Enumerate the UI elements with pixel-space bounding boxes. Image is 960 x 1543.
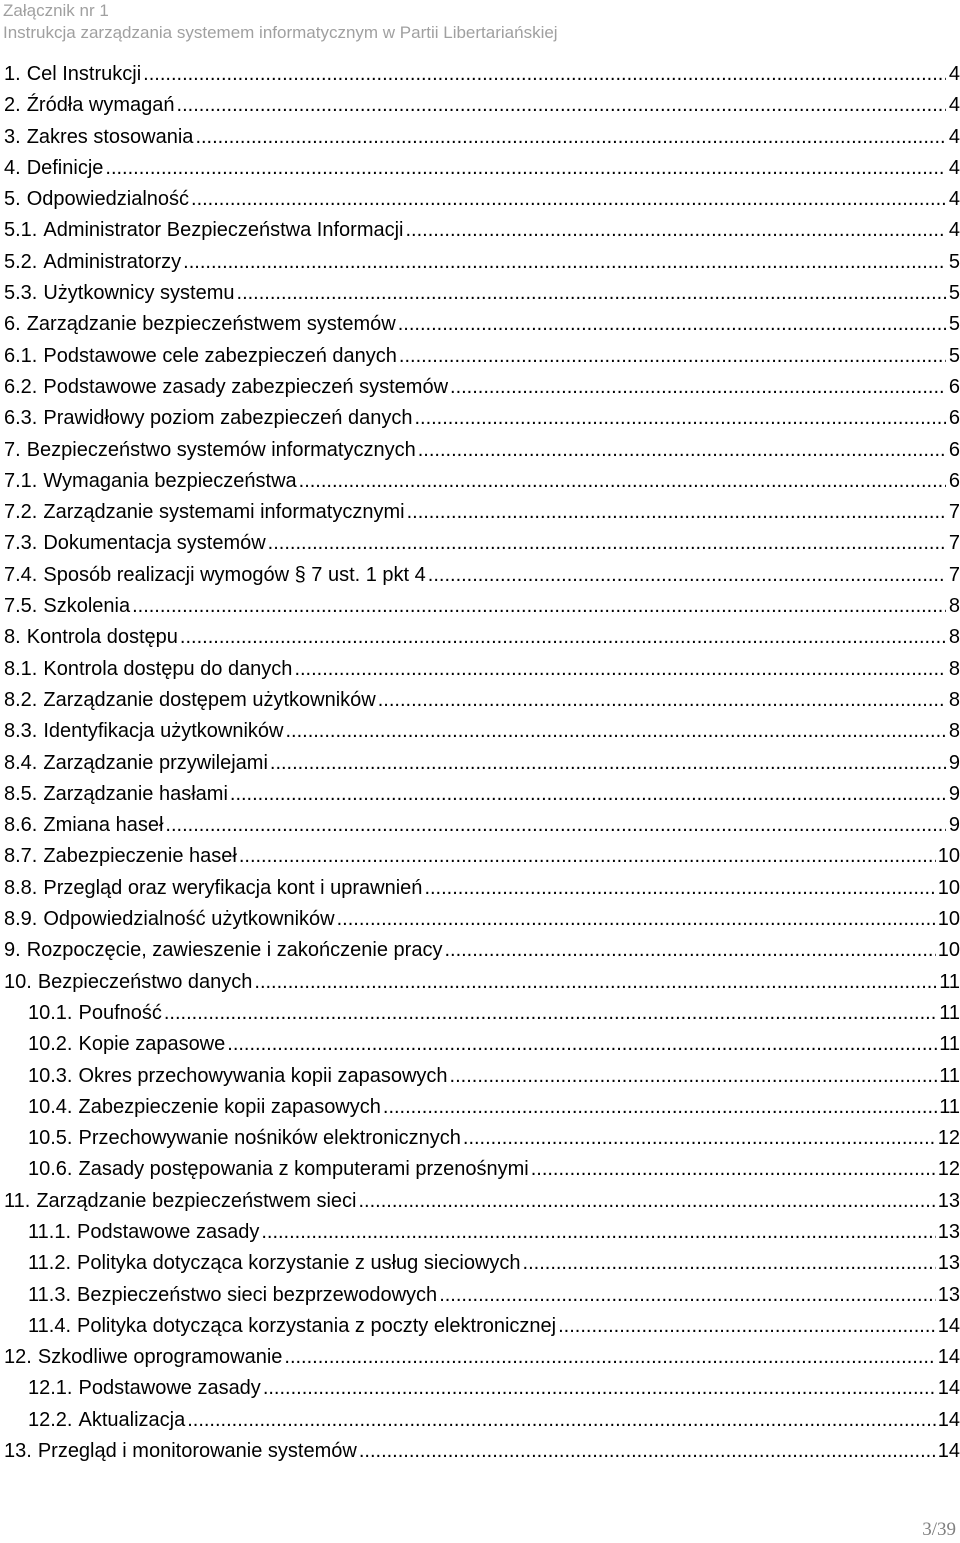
toc-entry-title: Zarządzanie systemami informatycznymi <box>43 501 405 524</box>
toc-entry[interactable] <box>4 560 960 591</box>
toc-entry-page: 5 <box>948 282 960 305</box>
toc-entry-page: 13 <box>937 1283 960 1306</box>
toc-entry[interactable] <box>4 1061 960 1092</box>
toc-entry[interactable] <box>4 935 960 966</box>
toc-entry[interactable] <box>4 1123 960 1154</box>
toc-entry-title: Przegląd i monitorowanie systemów <box>37 1440 357 1463</box>
toc-entry-number: 11.3. <box>28 1283 71 1306</box>
toc-entry[interactable] <box>4 1029 960 1060</box>
toc-entry-number: 3. <box>4 125 21 148</box>
toc-entry[interactable] <box>4 466 960 497</box>
toc-entry-number: 5.2. <box>4 250 38 273</box>
toc-entry[interactable] <box>4 341 960 372</box>
toc-dot-leader <box>284 1342 935 1373</box>
toc-dot-leader <box>195 122 946 153</box>
toc-entry-page: 11 <box>939 1001 960 1024</box>
toc-entry-number: 6.1. <box>4 344 38 367</box>
toc-dot-leader <box>407 497 946 528</box>
toc-entry[interactable] <box>4 59 960 90</box>
toc-entry-title: Administrator Bezpieczeństwa Informacji <box>43 219 404 242</box>
toc-entry[interactable] <box>4 841 960 872</box>
toc-entry[interactable] <box>4 1405 960 1436</box>
toc-dot-leader <box>227 1029 937 1060</box>
toc-entry-title: Podstawowe zasady <box>78 1377 261 1400</box>
toc-entry-title: Sposób realizacji wymogów § 7 ust. 1 pkt 4 <box>43 563 426 586</box>
toc-entry-page: 11 <box>939 970 960 993</box>
toc-entry-page: 12 <box>937 1158 960 1181</box>
toc-entry-page: 4 <box>948 125 960 148</box>
toc-dot-leader <box>359 1436 936 1467</box>
toc-entry-page: 8 <box>948 657 960 680</box>
toc-entry-number: 11. <box>4 1189 31 1212</box>
toc-entry[interactable] <box>4 1186 960 1217</box>
toc-dot-leader <box>450 372 946 403</box>
toc-entry[interactable] <box>4 122 960 153</box>
toc-entry-title: Podstawowe zasady zabezpieczeń systemów <box>43 375 449 398</box>
toc-entry[interactable] <box>4 1217 960 1248</box>
toc-dot-leader <box>132 591 946 622</box>
toc-dot-leader <box>183 247 946 278</box>
toc-entry-number: 7.3. <box>4 532 38 555</box>
toc-dot-leader <box>558 1311 936 1342</box>
toc-entry-page: 12 <box>937 1127 960 1150</box>
toc-entry-title: Zarządzanie przywilejami <box>43 751 268 774</box>
toc-entry-title: Podstawowe cele zabezpieczeń danych <box>43 344 397 367</box>
toc-entry-page: 6 <box>948 407 960 430</box>
toc-entry-number: 8.6. <box>4 814 38 837</box>
table-of-contents <box>4 59 960 1467</box>
toc-entry-title: Szkodliwe oprogramowanie <box>37 1346 283 1369</box>
toc-entry-page: 5 <box>948 250 960 273</box>
toc-entry-number: 5. <box>4 188 21 211</box>
toc-dot-leader <box>444 935 935 966</box>
toc-entry[interactable] <box>4 403 960 434</box>
toc-entry-page: 13 <box>937 1252 960 1275</box>
toc-entry-page: 9 <box>948 751 960 774</box>
toc-dot-leader <box>439 1280 936 1311</box>
toc-entry-title: Aktualizacja <box>78 1408 186 1431</box>
toc-entry-page: 8 <box>948 626 960 649</box>
toc-entry-title: Polityka dotycząca korzystanie z usług sieciowych <box>77 1252 521 1275</box>
toc-entry-title: Odpowiedzialność użytkowników <box>43 908 335 931</box>
toc-entry-page: 14 <box>937 1377 960 1400</box>
toc-entry-page: 10 <box>937 908 960 931</box>
toc-entry-page: 14 <box>937 1346 960 1369</box>
toc-entry-page: 6 <box>948 375 960 398</box>
toc-entry[interactable] <box>4 904 960 935</box>
toc-entry[interactable] <box>4 716 960 747</box>
toc-entry-title: Okres przechowywania kopii zapasowych <box>78 1064 448 1087</box>
toc-entry[interactable] <box>4 1373 960 1404</box>
toc-dot-leader <box>531 1154 936 1185</box>
toc-entry-page: 8 <box>948 595 960 618</box>
toc-entry[interactable] <box>4 1154 960 1185</box>
toc-entry-number: 2. <box>4 94 21 117</box>
toc-dot-leader <box>337 904 936 935</box>
toc-dot-leader <box>424 873 935 904</box>
toc-entry-title: Zarządzanie bezpieczeństwem sieci <box>36 1189 357 1212</box>
toc-entry-title: Zakres stosowania <box>26 125 194 148</box>
toc-dot-leader <box>463 1123 936 1154</box>
toc-entry-number: 13. <box>4 1440 32 1463</box>
toc-dot-leader <box>191 184 946 215</box>
toc-entry-number: 1. <box>4 63 21 85</box>
toc-entry[interactable] <box>4 1280 960 1311</box>
toc-dot-leader <box>254 967 937 998</box>
toc-entry[interactable] <box>4 873 960 904</box>
toc-dot-leader <box>177 90 946 121</box>
toc-entry-title: Bezpieczeństwo sieci bezprzewodowych <box>77 1283 438 1306</box>
toc-dot-leader <box>418 435 946 466</box>
toc-entry-title: Odpowiedzialność <box>26 188 190 211</box>
toc-entry-page: 11 <box>939 1064 960 1087</box>
toc-dot-leader <box>143 59 946 90</box>
toc-entry-page: 14 <box>937 1440 960 1463</box>
toc-entry-number: 11.4. <box>28 1314 71 1337</box>
toc-dot-leader <box>180 622 946 653</box>
toc-dot-leader <box>239 841 936 872</box>
toc-entry-number: 5.1. <box>4 219 38 242</box>
toc-entry-title: Kontrola dostępu do danych <box>43 657 293 680</box>
toc-entry[interactable] <box>4 591 960 622</box>
toc-dot-leader <box>270 748 946 779</box>
toc-entry-number: 9. <box>4 939 21 962</box>
toc-entry[interactable] <box>4 998 960 1029</box>
toc-dot-leader <box>523 1248 936 1279</box>
toc-entry[interactable] <box>4 967 960 998</box>
toc-entry-number: 6.2. <box>4 375 38 398</box>
toc-entry[interactable] <box>4 247 960 278</box>
toc-dot-leader <box>165 810 946 841</box>
toc-entry[interactable] <box>4 1342 960 1373</box>
toc-dot-leader <box>299 466 946 497</box>
toc-entry-page: 7 <box>948 563 960 586</box>
toc-dot-leader <box>285 716 946 747</box>
toc-entry-page: 13 <box>937 1220 960 1243</box>
toc-entry-number: 8.7. <box>4 845 38 868</box>
toc-entry-number: 10.2. <box>28 1033 73 1056</box>
toc-entry-number: 8.9. <box>4 908 38 931</box>
toc-entry-page: 8 <box>948 720 960 743</box>
toc-entry-page: 5 <box>948 344 960 367</box>
toc-entry-title: Bezpieczeństwo systemów informatycznych <box>26 438 416 461</box>
toc-entry[interactable] <box>4 90 960 121</box>
toc-entry-number: 8.4. <box>4 751 38 774</box>
toc-dot-leader <box>268 528 946 559</box>
toc-entry[interactable] <box>4 497 960 528</box>
toc-entry-title: Prawidłowy poziom zabezpieczeń danych <box>43 407 413 430</box>
toc-entry-page: 10 <box>937 845 960 868</box>
toc-entry-page: 7 <box>948 532 960 555</box>
toc-entry-page: 4 <box>948 63 960 85</box>
toc-entry-page: 9 <box>948 814 960 837</box>
toc-dot-leader <box>414 403 946 434</box>
toc-entry[interactable] <box>4 215 960 246</box>
toc-entry-number: 4. <box>4 156 21 179</box>
toc-entry-title: Przegląd oraz weryfikacja kont i uprawnień <box>43 876 423 899</box>
toc-entry-page: 4 <box>948 219 960 242</box>
toc-entry-page: 8 <box>948 688 960 711</box>
toc-entry-number: 12.2. <box>28 1408 73 1431</box>
toc-entry-number: 11.1. <box>28 1220 71 1243</box>
toc-entry[interactable] <box>4 184 960 215</box>
toc-entry-page: 13 <box>937 1189 960 1212</box>
toc-entry-number: 8. <box>4 626 21 649</box>
toc-entry-title: Zabezpieczenie haseł <box>43 845 237 868</box>
toc-entry-number: 7.4. <box>4 563 38 586</box>
toc-entry[interactable] <box>4 622 960 653</box>
toc-entry-number: 12. <box>4 1346 32 1369</box>
toc-entry-number: 8.5. <box>4 782 38 805</box>
toc-entry-page: 10 <box>937 876 960 899</box>
toc-dot-leader <box>406 215 947 246</box>
toc-entry-number: 10. <box>4 970 32 993</box>
toc-dot-leader <box>187 1405 936 1436</box>
toc-entry[interactable] <box>4 309 960 340</box>
toc-dot-leader <box>428 560 946 591</box>
toc-entry-number: 10.5. <box>28 1127 73 1150</box>
toc-dot-leader <box>358 1186 935 1217</box>
toc-entry[interactable] <box>4 748 960 779</box>
toc-entry-number: 8.8. <box>4 876 38 899</box>
toc-entry[interactable] <box>4 1248 960 1279</box>
toc-entry-number: 7.1. <box>4 469 38 492</box>
toc-entry[interactable] <box>4 1436 960 1467</box>
toc-entry-title: Zarządzanie dostępem użytkowników <box>43 688 376 711</box>
toc-entry-page: 11 <box>939 1095 960 1118</box>
toc-entry-title: Zarządzanie hasłami <box>43 782 228 805</box>
document-header <box>3 0 558 44</box>
toc-entry-page: 10 <box>937 939 960 962</box>
toc-entry-title: Źródła wymagań <box>26 94 175 117</box>
toc-entry[interactable] <box>4 1311 960 1342</box>
toc-dot-leader <box>263 1373 936 1404</box>
toc-entry-title: Rozpoczęcie, zawieszenie i zakończenie pracy <box>26 939 443 962</box>
toc-entry-page: 4 <box>948 188 960 211</box>
toc-entry-title: Definicje <box>26 156 104 179</box>
toc-dot-leader <box>450 1061 938 1092</box>
toc-entry[interactable] <box>4 779 960 810</box>
toc-entry-number: 5.3. <box>4 282 38 305</box>
toc-entry-title: Cel Instrukcji <box>26 63 142 85</box>
page-counter: 3/39 <box>922 1519 956 1540</box>
toc-entry-number: 6. <box>4 313 21 336</box>
toc-entry-number: 6.3. <box>4 407 38 430</box>
header-document-title: Instrukcja zarządzania systemem informatycznym w Partii Libertariańskiej <box>3 23 558 42</box>
toc-entry-number: 12.1. <box>28 1377 73 1400</box>
toc-entry[interactable] <box>4 278 960 309</box>
toc-entry-number: 8.1. <box>4 657 38 680</box>
toc-entry-page: 5 <box>948 313 960 336</box>
toc-entry-title: Zasady postępowania z komputerami przenośnymi <box>78 1158 529 1181</box>
toc-entry-number: 8.3. <box>4 720 38 743</box>
toc-entry-title: Szkolenia <box>43 595 131 618</box>
toc-entry-page: 6 <box>948 469 960 492</box>
toc-entry-page: 14 <box>937 1314 960 1337</box>
toc-entry-page: 7 <box>948 501 960 524</box>
toc-entry-page: 9 <box>948 782 960 805</box>
toc-dot-leader <box>105 153 946 184</box>
toc-dot-leader <box>399 341 946 372</box>
toc-dot-leader <box>237 278 946 309</box>
toc-entry-page: 14 <box>937 1408 960 1431</box>
toc-entry[interactable] <box>4 153 960 184</box>
toc-dot-leader <box>164 998 937 1029</box>
toc-entry-number: 7.2. <box>4 501 38 524</box>
toc-entry-number: 10.3. <box>28 1064 73 1087</box>
toc-dot-leader <box>261 1217 935 1248</box>
toc-entry-title: Bezpieczeństwo danych <box>37 970 253 993</box>
toc-entry-title: Wymagania bezpieczeństwa <box>43 469 297 492</box>
toc-entry-title: Administratorzy <box>43 250 182 273</box>
toc-entry-number: 11.2. <box>28 1252 71 1275</box>
toc-entry-page: 4 <box>948 94 960 117</box>
toc-entry-number: 10.4. <box>28 1095 73 1118</box>
toc-entry-title: Kopie zapasowe <box>78 1033 226 1056</box>
toc-entry-title: Dokumentacja systemów <box>43 532 266 555</box>
toc-entry-page: 11 <box>939 1033 960 1056</box>
toc-entry-number: 10.6. <box>28 1158 73 1181</box>
toc-entry-title: Identyfikacja użytkowników <box>43 720 284 743</box>
toc-entry[interactable] <box>4 654 960 685</box>
toc-entry-number: 7.5. <box>4 595 38 618</box>
toc-entry[interactable] <box>4 1092 960 1123</box>
toc-entry-title: Zabezpieczenie kopii zapasowych <box>78 1095 381 1118</box>
toc-entry-page: 6 <box>948 438 960 461</box>
toc-entry-number: 7. <box>4 438 21 461</box>
toc-entry[interactable] <box>4 810 960 841</box>
toc-entry-number: 10.1. <box>28 1001 73 1024</box>
toc-dot-leader <box>383 1092 937 1123</box>
toc-entry-title: Podstawowe zasady <box>77 1220 260 1243</box>
toc-entry-title: Polityka dotycząca korzystania z poczty elektronicznej <box>77 1314 557 1337</box>
toc-entry[interactable] <box>4 528 960 559</box>
toc-dot-leader <box>230 779 946 810</box>
toc-entry-title: Przechowywanie nośników elektronicznych <box>78 1127 461 1150</box>
header-attachment-label: Załącznik nr 1 <box>3 1 109 20</box>
toc-entry[interactable] <box>4 372 960 403</box>
toc-dot-leader <box>294 654 946 685</box>
toc-entry-title: Kontrola dostępu <box>26 626 178 649</box>
toc-entry-title: Zmiana haseł <box>43 814 164 837</box>
toc-dot-leader <box>398 309 946 340</box>
toc-entry-title: Zarządzanie bezpieczeństwem systemów <box>26 313 396 336</box>
toc-dot-leader <box>378 685 946 716</box>
toc-entry[interactable] <box>4 435 960 466</box>
toc-entry-page: 4 <box>948 156 960 179</box>
toc-entry-title: Poufność <box>78 1001 162 1024</box>
toc-entry[interactable] <box>4 685 960 716</box>
toc-entry-title: Użytkownicy systemu <box>43 282 235 305</box>
toc-entry-number: 8.2. <box>4 688 38 711</box>
